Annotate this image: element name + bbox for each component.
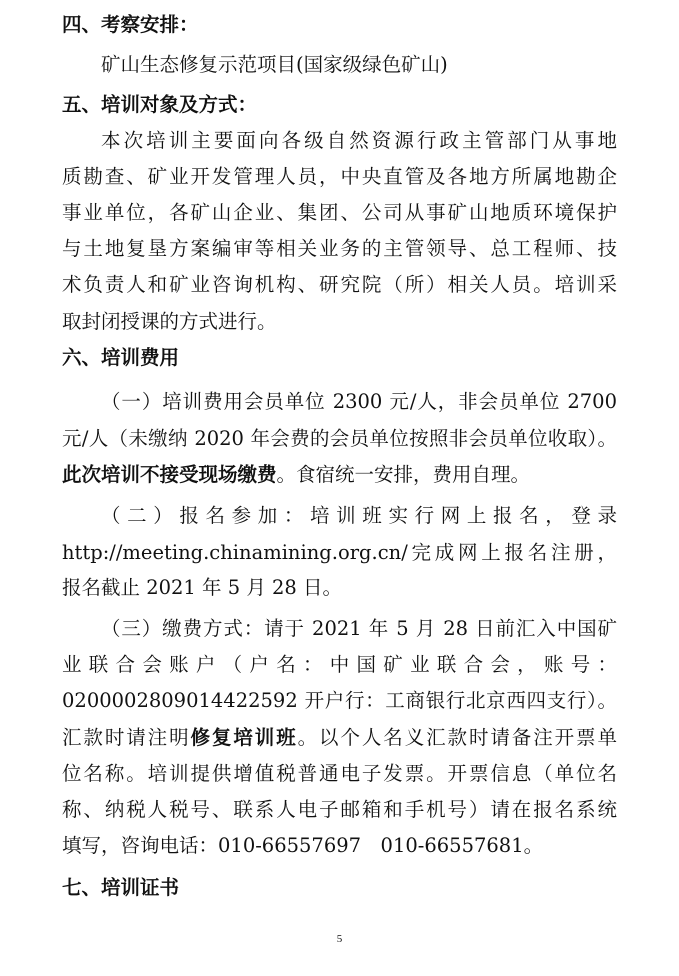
payment-account-line: 0200002809014422592 开户行：工商银行北京西四支行）。 xyxy=(62,689,617,712)
section-5-line: 取封闭授课的方式进行。 xyxy=(62,310,277,333)
fee-notice-rest: 。食宿统一安排，费用自理。 xyxy=(276,463,531,486)
fee-line xyxy=(62,460,617,490)
section-5-line: 质勘查、矿业开发管理人员，中央直管及各地方所属地勘企 xyxy=(62,165,617,188)
section-5-heading: 五、培训对象及方式： xyxy=(62,93,258,116)
payment-line: 位名称。培训提供增值税普通电子发票。开票信息（单位名 xyxy=(62,762,617,785)
registration-url-line: http://meeting.chinamining.org.cn/完成网上报名注册， xyxy=(62,541,617,564)
page-number: 5 xyxy=(336,933,343,945)
section-5-line: 事业单位，各矿山企业、集团、公司从事矿山地质环境保护 xyxy=(62,201,617,224)
payment-line: 业联合会账户（户名：中国矿业联合会，账号： xyxy=(62,653,617,676)
section-5-line: 本次培训主要面向各级自然资源行政主管部门从事地 xyxy=(101,129,617,152)
payment-line: （三）缴费方式：请于 2021 年 5 月 28 日前汇入中国矿 xyxy=(101,617,617,640)
payment-line xyxy=(62,723,617,753)
fee-notice-bold: 此次培训不接受现场缴费 xyxy=(62,463,277,486)
section-6-heading: 六、培训费用 xyxy=(62,346,180,369)
registration-line: （二）报名参加：培训班实行网上报名，登录 xyxy=(101,504,617,527)
payment-note-pre: 汇款时请注明 xyxy=(62,726,191,749)
payment-line: 称、纳税人税号、联系人电子邮箱和手机号）请在报名系统 xyxy=(62,798,617,821)
fee-line: 元/人（未缴纳 2020 年会费的会员单位按照非会员单位收取）。 xyxy=(62,427,617,450)
fee-line: （一）培训费用会员单位 2300 元/人，非会员单位 2700 xyxy=(101,390,617,413)
payment-note-bold: 修复培训班 xyxy=(190,726,298,749)
section-7-heading: 七、培训证书 xyxy=(62,876,180,899)
section-5-line: 术负责人和矿业咨询机构、研究院（所）相关人员。培训采 xyxy=(62,273,617,296)
section-4-heading: 四、考察安排： xyxy=(62,13,199,36)
section-5-line: 与土地复垦方案编审等相关业务的主管领导、总工程师、技 xyxy=(62,237,617,260)
section-4-text: 矿山生态修复示范项目(国家级绿色矿山) xyxy=(101,53,448,76)
payment-note-post: 。以个人名义汇款时请备注开票单 xyxy=(297,726,617,749)
registration-deadline: 报名截止 2021 年 5 月 28 日。 xyxy=(62,576,343,599)
contact-phone-line: 填写，咨询电话：010-66557697 010-66557681。 xyxy=(62,834,544,857)
